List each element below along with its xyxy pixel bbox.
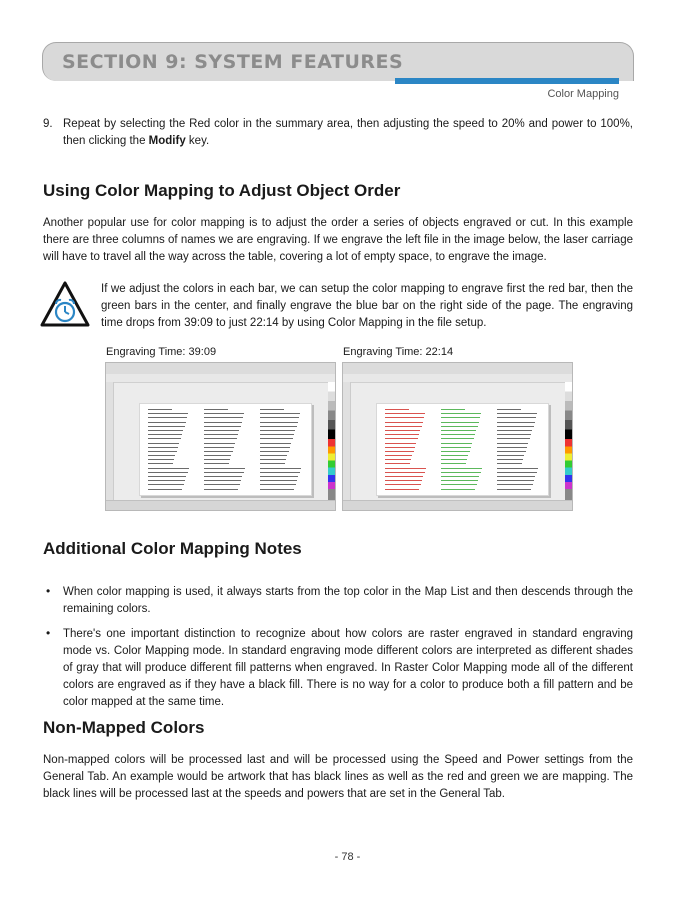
name-line bbox=[497, 447, 527, 448]
name-line bbox=[441, 472, 481, 473]
name-column-center bbox=[204, 409, 248, 493]
name-line bbox=[204, 451, 233, 452]
name-line bbox=[204, 472, 244, 473]
name-line bbox=[148, 468, 189, 469]
name-line bbox=[385, 409, 409, 410]
name-line bbox=[385, 489, 419, 490]
step-9-text-a: Repeat by selecting the Red color in the summary area, then adjusting the speed to 20% and power to 100%, then clicking the bbox=[63, 118, 633, 147]
name-column-center bbox=[441, 409, 485, 493]
name-line bbox=[148, 459, 174, 460]
step-9-text-b: key. bbox=[185, 135, 210, 147]
artwork-page-right bbox=[376, 403, 549, 496]
name-line bbox=[148, 489, 182, 490]
name-line bbox=[441, 484, 477, 485]
subsection-label: Color Mapping bbox=[547, 88, 619, 100]
tip-text: If we adjust the colors in each bar, we can setup the color mapping to engrave first the red bar, then the green bars in the center, and finally engrave the blue bar on the right side of the page. The engraving time drops from 39:09 to just 22:14 by using Color Mapping in the file setup. bbox=[101, 283, 633, 329]
name-column-left bbox=[148, 409, 192, 493]
name-line bbox=[260, 443, 291, 444]
name-line bbox=[204, 463, 229, 464]
name-line bbox=[148, 438, 181, 439]
name-line bbox=[441, 443, 472, 444]
name-line bbox=[441, 409, 465, 410]
name-line bbox=[148, 422, 186, 423]
figure-caption-right: Engraving Time: 22:14 bbox=[343, 346, 454, 358]
name-line bbox=[497, 489, 531, 490]
name-line bbox=[385, 426, 422, 427]
name-line bbox=[385, 443, 416, 444]
name-line bbox=[497, 455, 524, 456]
name-line bbox=[385, 417, 424, 418]
name-line bbox=[385, 447, 415, 448]
name-line bbox=[385, 463, 410, 464]
object-order-intro: Another popular use for color mapping is to adjust the order a series of objects engraved or cut. In this example there are three columns of names we are engraving. If we engrave the left file in the image below, the laser carriage will have to travel all the way across the table, covering a lot of empty space, to engrave the image. bbox=[43, 217, 633, 263]
name-line bbox=[497, 443, 528, 444]
name-line bbox=[260, 455, 287, 456]
name-line bbox=[385, 472, 425, 473]
name-line bbox=[148, 413, 188, 414]
name-column-left bbox=[385, 409, 429, 493]
name-line bbox=[148, 455, 175, 456]
name-line bbox=[385, 438, 418, 439]
name-line bbox=[260, 463, 285, 464]
screenshot-left bbox=[105, 362, 336, 511]
name-line bbox=[148, 476, 186, 477]
name-line bbox=[204, 438, 237, 439]
name-line bbox=[497, 417, 536, 418]
name-line bbox=[441, 430, 476, 431]
name-line bbox=[260, 430, 295, 431]
name-line bbox=[497, 438, 530, 439]
name-line bbox=[148, 451, 177, 452]
name-line bbox=[148, 443, 179, 444]
name-line bbox=[260, 413, 300, 414]
name-line bbox=[204, 426, 241, 427]
page-number: - 78 - bbox=[334, 851, 361, 863]
name-line bbox=[441, 426, 478, 427]
name-line bbox=[260, 447, 290, 448]
name-line bbox=[441, 413, 481, 414]
name-line bbox=[497, 451, 526, 452]
step-9-text bbox=[63, 116, 633, 150]
name-line bbox=[148, 434, 182, 435]
name-line bbox=[260, 422, 298, 423]
name-line bbox=[497, 434, 531, 435]
heading-object-order: Using Color Mapping to Adjust Object Order bbox=[43, 181, 401, 200]
name-line bbox=[204, 476, 242, 477]
name-line bbox=[204, 455, 231, 456]
name-column-right bbox=[497, 409, 541, 493]
name-line bbox=[260, 417, 299, 418]
name-line bbox=[441, 468, 482, 469]
name-line bbox=[148, 484, 184, 485]
name-line bbox=[148, 430, 183, 431]
name-line bbox=[441, 438, 474, 439]
artwork-page-left bbox=[139, 403, 312, 496]
name-line bbox=[441, 434, 475, 435]
name-line bbox=[441, 417, 480, 418]
name-line bbox=[385, 455, 412, 456]
name-line bbox=[260, 409, 284, 410]
name-line bbox=[148, 409, 172, 410]
name-line bbox=[204, 484, 240, 485]
step-number: 9. bbox=[43, 118, 53, 130]
name-line bbox=[148, 472, 188, 473]
name-line bbox=[497, 480, 534, 481]
name-line bbox=[441, 476, 479, 477]
name-line bbox=[204, 443, 235, 444]
modify-key-label: Modify bbox=[148, 135, 186, 147]
name-line bbox=[441, 447, 471, 448]
name-line bbox=[204, 409, 228, 410]
name-line bbox=[204, 430, 239, 431]
name-line bbox=[497, 468, 538, 469]
name-line bbox=[148, 417, 187, 418]
name-line bbox=[260, 489, 294, 490]
name-line bbox=[441, 459, 467, 460]
name-line bbox=[385, 434, 419, 435]
figure-caption-left: Engraving Time: 39:09 bbox=[106, 346, 217, 358]
name-line bbox=[260, 468, 301, 469]
name-line bbox=[260, 472, 300, 473]
name-line bbox=[385, 476, 423, 477]
name-line bbox=[497, 430, 532, 431]
note-item: When color mapping is used, it always starts from the top color in the Map List and then descends through the remaining colors. bbox=[63, 586, 633, 615]
name-line bbox=[441, 451, 470, 452]
name-line bbox=[204, 434, 238, 435]
note-item: There's one important distinction to recognize about how colors are raster engraved in standard engraving mode vs. Color Mapping mode. In standard engraving mode different colors are interpreted as different shades of gray that will produce different fill patterns when engraved. In Raster Color Mapping mode all of the different colors are engraved as if they have a black fill. There is no way for a color to produce both a fill pattern and be color mapped at the same time. bbox=[63, 628, 633, 708]
name-line bbox=[497, 409, 521, 410]
name-line bbox=[385, 430, 420, 431]
name-line bbox=[148, 426, 185, 427]
name-line bbox=[204, 417, 243, 418]
name-line bbox=[260, 476, 298, 477]
screenshot-right bbox=[342, 362, 573, 511]
name-line bbox=[385, 422, 423, 423]
name-line bbox=[441, 480, 478, 481]
non-mapped-text: Non-mapped colors will be processed last and will be processed using the Speed and Power settings from the General Tab. An example would be artwork that has black lines as well as the red and green we are mapping. The black lines will be processed last at the speeds and powers that are set in the General Tab. bbox=[43, 754, 633, 800]
bullet: • bbox=[46, 626, 51, 640]
timer-warning-icon bbox=[40, 281, 90, 327]
name-line bbox=[385, 413, 425, 414]
name-line bbox=[497, 413, 537, 414]
name-line bbox=[385, 459, 411, 460]
name-column-right bbox=[260, 409, 304, 493]
header-accent-bar bbox=[395, 78, 619, 84]
name-line bbox=[385, 451, 414, 452]
name-line bbox=[148, 463, 173, 464]
name-line bbox=[497, 422, 535, 423]
name-line bbox=[441, 455, 468, 456]
name-line bbox=[204, 413, 244, 414]
name-line bbox=[260, 480, 297, 481]
name-line bbox=[497, 472, 537, 473]
name-line bbox=[497, 484, 533, 485]
name-line bbox=[204, 422, 242, 423]
name-line bbox=[260, 434, 294, 435]
name-line bbox=[441, 463, 466, 464]
name-line bbox=[260, 426, 297, 427]
name-line bbox=[204, 459, 230, 460]
name-line bbox=[385, 480, 422, 481]
bullet: • bbox=[46, 584, 51, 598]
name-line bbox=[260, 484, 296, 485]
name-line bbox=[204, 489, 238, 490]
name-line bbox=[497, 476, 535, 477]
name-line bbox=[148, 447, 178, 448]
heading-non-mapped: Non-Mapped Colors bbox=[43, 718, 205, 737]
name-line bbox=[204, 447, 234, 448]
name-line bbox=[385, 484, 421, 485]
name-line bbox=[497, 459, 523, 460]
name-line bbox=[260, 459, 286, 460]
section-title: SECTION 9: SYSTEM FEATURES bbox=[62, 51, 404, 73]
name-line bbox=[385, 468, 426, 469]
heading-notes: Additional Color Mapping Notes bbox=[43, 539, 302, 558]
name-line bbox=[260, 438, 293, 439]
name-line bbox=[148, 480, 185, 481]
name-line bbox=[204, 468, 245, 469]
name-line bbox=[260, 451, 289, 452]
name-line bbox=[497, 463, 522, 464]
name-line bbox=[441, 422, 479, 423]
name-line bbox=[204, 480, 241, 481]
name-line bbox=[441, 489, 475, 490]
name-line bbox=[497, 426, 534, 427]
